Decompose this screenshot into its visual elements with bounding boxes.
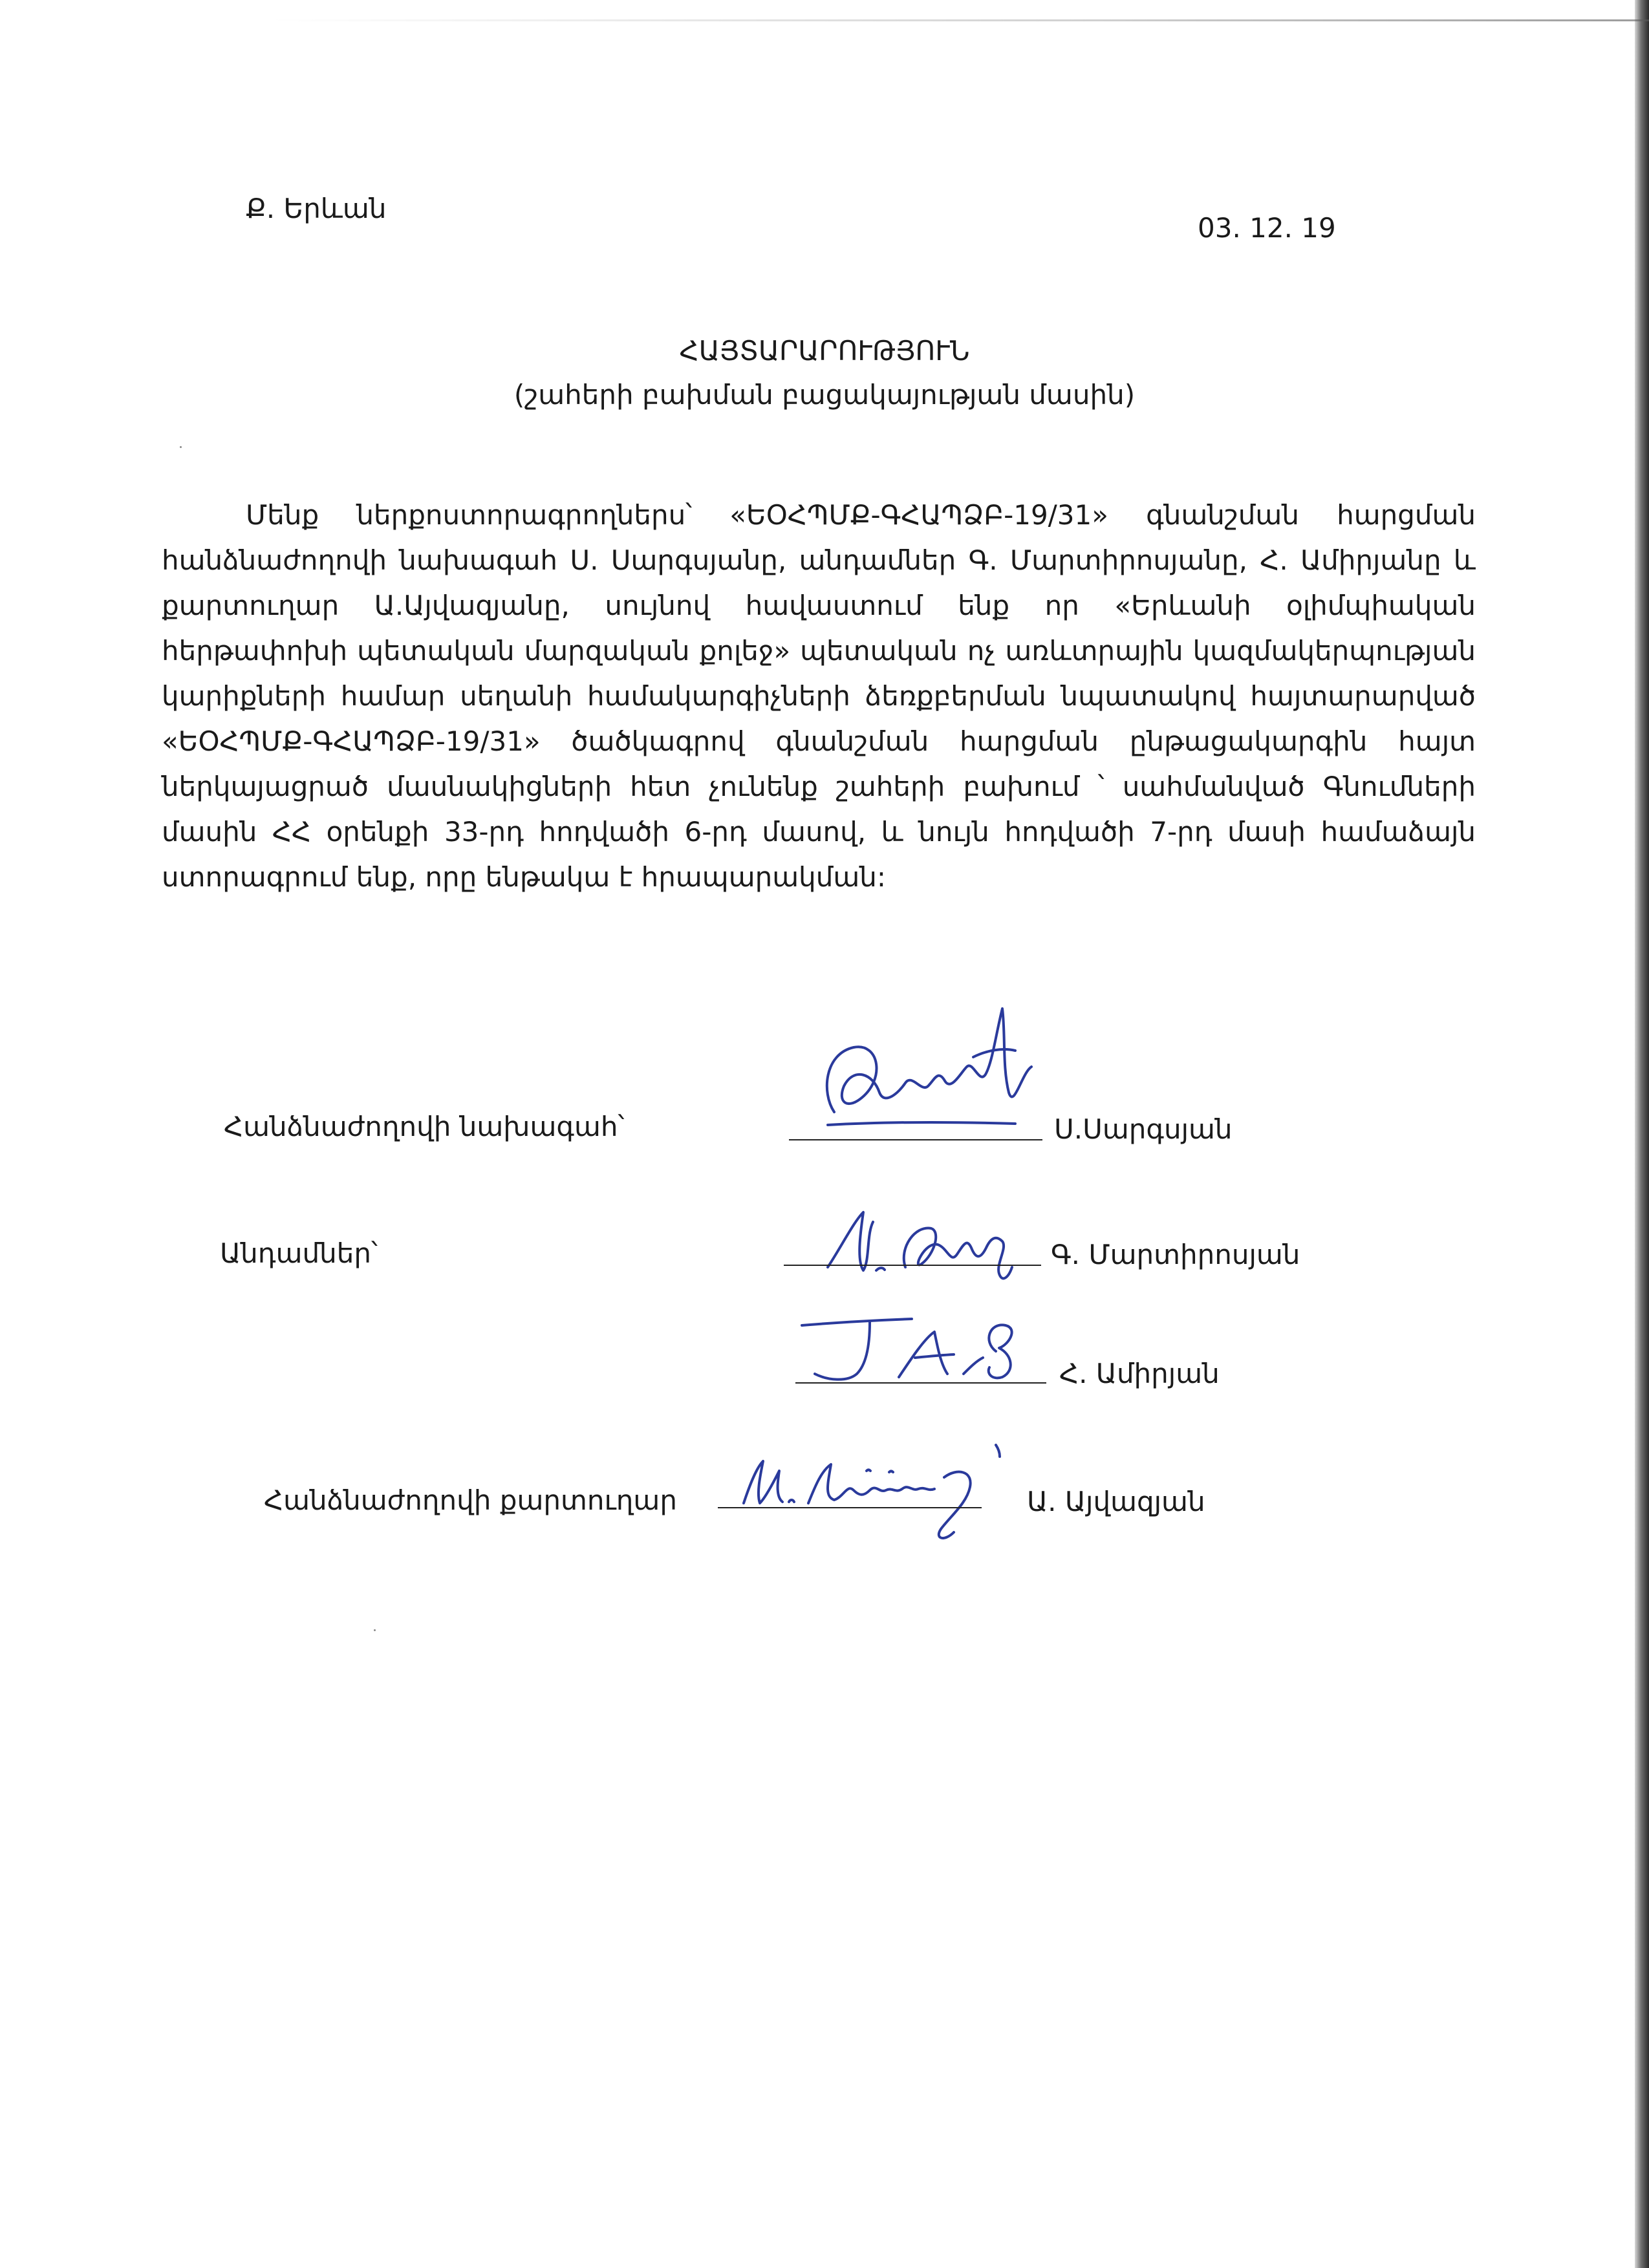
member2-signature xyxy=(789,1306,1035,1390)
document-subtitle: (շահերի բախման բացակայության մասին) xyxy=(513,379,1136,411)
member1-signature xyxy=(802,1203,1035,1287)
chair-name: Ս.Սարգսյան xyxy=(1054,1113,1233,1145)
scan-speck xyxy=(180,446,182,448)
chair-signature-line xyxy=(789,1139,1042,1140)
secretary-signature-line xyxy=(718,1507,982,1508)
city-label: Ք. Երևան xyxy=(246,193,387,224)
scan-speck xyxy=(374,1629,376,1631)
secretary-name: Ա. Այվազյան xyxy=(1027,1486,1205,1517)
member1-name: Գ. Մարտիրոսյան xyxy=(1051,1239,1300,1270)
chair-signature xyxy=(808,996,1041,1144)
scan-top-edge xyxy=(272,19,1649,21)
member2-signature-line xyxy=(795,1382,1046,1384)
members-label: Անդամներ՝ xyxy=(220,1237,378,1269)
document-date: 03. 12. 19 xyxy=(1198,212,1336,244)
chair-label: Հանձնաժողովի նախագահ՝ xyxy=(224,1111,625,1142)
document-title: ՀԱՅՏԱՐԱՐՈՒԹՅՈՒՆ xyxy=(679,335,970,367)
declaration-body: Մենք ներքոստորագրողներս՝ «ԵՕՀՊՄՔ-ԳՀԱՊՁԲ-19/31» գնանշման հարցման հանձնաժողովի նախագահ Ս. Սարգսյանը, անդամներ Գ. Մարտիրոսյանը, Հ. Ամիրյանը և քարտուղար Ա.Այվազյանը, սույնով հավաստում ենք որ «Երևանի օլիմպիական հերթափոխի պետական մարզական քոլեջ» պետական ոչ առևտրային կազմակերպության կարիքների համար սեղանի համակարգիչների ձեռքբերման նպատակով հայտարարված «ԵՕՀՊՄՔ-ԳՀԱՊՁԲ-19/31» ծածկագրով գնանշման հարցման ընթացակարգին հայտ ներկայացրած մասնակիցների հետ չունենք շահերի բախում ՝ սահմանված Գնումների մասին ՀՀ օրենքի 33-րդ հոդվածի 6-րդ մասով, և նույն հոդվածի 7-րդ մասի համաձայն ստորագրում ենք, որը ենթակա է հրապարակման: xyxy=(162,499,1476,893)
member2-name: Հ. Ամիրյան xyxy=(1059,1358,1220,1389)
secretary-label: Հանձնաժողովի քարտուղար xyxy=(264,1484,677,1516)
secretary-signature xyxy=(718,1432,1015,1548)
member1-signature-line xyxy=(784,1265,1041,1266)
